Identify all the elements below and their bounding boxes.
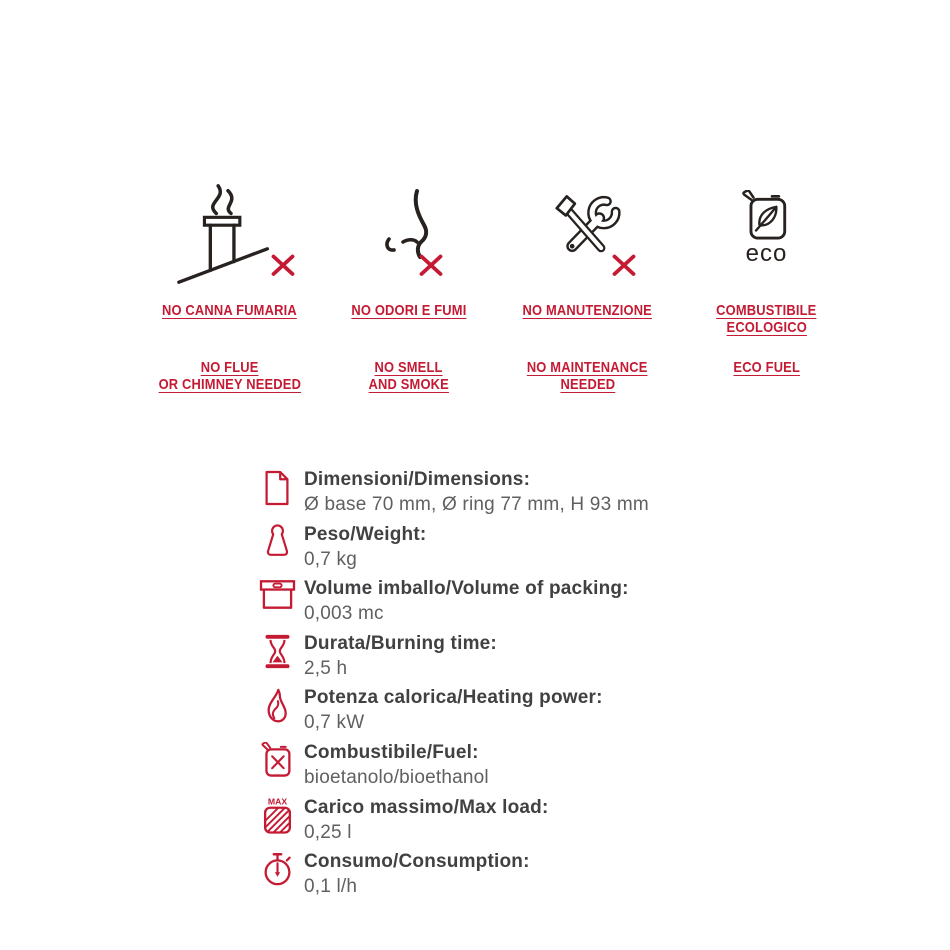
max-load-icon (261, 797, 294, 835)
spec-value: 0,003 mc (304, 603, 384, 625)
feature-icon-area (677, 178, 856, 300)
spec-value: 2,5 h (304, 657, 348, 679)
red-x-icon (611, 252, 637, 278)
spec-row-burning-time (256, 631, 736, 686)
spec-row-packing-volume (256, 576, 736, 631)
feature-no-maintenance (498, 178, 677, 393)
spec-label: Dimensioni/Dimensions: (304, 469, 531, 490)
feature-label-en: NO FLUE OR CHIMNEY NEEDED (158, 359, 301, 393)
spec-list (256, 467, 736, 904)
stopwatch-icon (261, 851, 294, 887)
feature-icon-area (498, 178, 677, 300)
spec-value: 0,25 l (304, 821, 352, 843)
spec-label: Combustibile/Fuel: (304, 741, 479, 763)
flame-icon (263, 687, 292, 725)
feature-label-it: NO CANNA FUMARIA (162, 302, 297, 319)
chimney-icon (171, 178, 289, 296)
feature-eco-fuel (677, 178, 856, 393)
feature-label-it: NO MANUTENZIONE (522, 302, 653, 319)
spec-label: Peso/Weight: (304, 523, 427, 545)
feature-label-en: NO MAINTENANCE NEEDED (527, 359, 648, 393)
hourglass-icon (262, 633, 293, 670)
spec-label: Volume imballo/Volume of packing: (304, 578, 629, 600)
feature-icon-area (140, 178, 319, 300)
spec-label: Carico massimo/Max load: (304, 796, 549, 818)
spec-value: 0,7 kg (304, 548, 357, 570)
package-box-icon (259, 578, 296, 611)
spec-row-fuel (256, 740, 736, 795)
spec-label: Durata/Burning time: (304, 632, 497, 654)
eco-fuel-can-icon (740, 190, 794, 244)
feature-label-en: NO SMELL AND SMOKE (368, 359, 449, 393)
fuel-can-icon (261, 742, 294, 778)
eco-caption: eco (745, 240, 788, 267)
spec-value: 0,1 l/h (304, 876, 358, 898)
feature-label-it: NO ODORI E FUMI (350, 302, 467, 319)
spec-row-weight (256, 522, 736, 577)
spec-value: 0,7 kW (304, 712, 365, 734)
weight-icon (262, 524, 293, 560)
spec-row-max-load (256, 795, 736, 850)
spec-row-consumption (256, 849, 736, 904)
feature-label-en: ECO FUEL (733, 359, 800, 376)
spec-value: Ø base 70 mm, Ø ring 77 mm, H 93 mm (304, 494, 649, 515)
max-caption: MAX (267, 796, 287, 807)
feature-label-it: COMBUSTIBILE ECOLOGICO (716, 302, 817, 336)
red-x-icon (418, 252, 444, 278)
spec-value: bioetanolo/bioethanol (304, 766, 489, 788)
spec-label: Consumo/Consumption: (304, 851, 530, 873)
features-row (140, 178, 856, 393)
red-x-icon (270, 252, 296, 278)
feature-no-smell (319, 178, 498, 393)
spec-label: Potenza calorica/Heating power: (304, 687, 603, 709)
feature-no-flue (140, 178, 319, 393)
spec-row-heating-power (256, 685, 736, 740)
feature-icon-area (319, 178, 498, 300)
document-icon (261, 469, 293, 507)
spec-row-dimensions (256, 467, 736, 522)
